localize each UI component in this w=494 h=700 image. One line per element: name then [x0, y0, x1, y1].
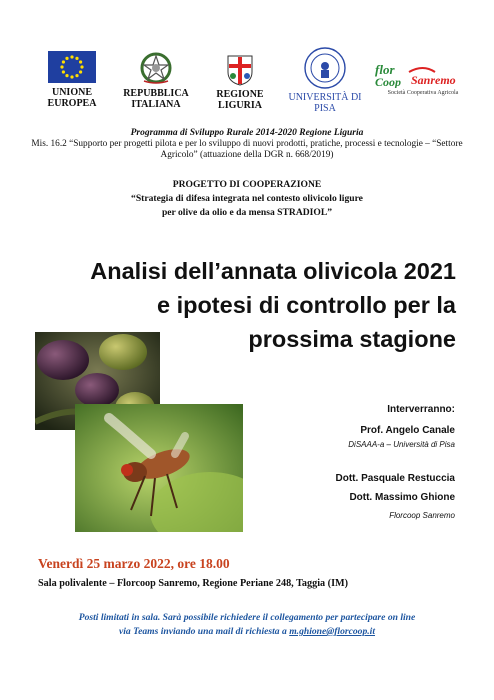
program-title: Programma di Sviluppo Rurale 2014-2020 Regione Liguria	[130, 128, 364, 138]
speaker-canale-affiliation: DiSAAA-a – Università di Pisa	[348, 440, 455, 449]
eu-caption: UNIONE EUROPEA	[47, 87, 97, 109]
liguria-shield-icon	[225, 54, 255, 86]
italia-logo	[118, 51, 194, 110]
note-line1: Posti limitati in sala. Sarà possibile richiedere il collegamento per partecipare on line	[78, 612, 416, 623]
florcoop-logo	[368, 62, 478, 97]
liguria-logo	[215, 54, 265, 111]
title-line1: Analisi dell’annata olivicola 2021	[90, 258, 456, 284]
eu-logo	[47, 51, 97, 109]
speaker-canale: Prof. Angelo Canale	[360, 425, 455, 436]
pisa-caption: UNIVERSITÀ DI PISA	[288, 92, 362, 114]
olive-fly-photo	[35, 332, 243, 532]
speaker-ghione: Dott. Massimo Ghione	[349, 492, 455, 503]
note-line2	[20, 625, 474, 639]
florcoop-caption: Società Cooperativa Agricola	[387, 90, 459, 96]
speaker-restuccia: Dott. Pasquale Restuccia	[335, 473, 455, 484]
italia-caption: REPUBBLICA ITALIANA	[123, 88, 189, 110]
svg-text:Sanremo: Sanremo	[411, 73, 456, 87]
svg-text:Coop: Coop	[375, 75, 402, 88]
event-date: Venerdì 25 marzo 2022, ore 18.00	[38, 556, 230, 571]
italian-emblem-icon	[138, 51, 174, 85]
registration-note	[20, 611, 474, 639]
program-block	[20, 128, 474, 161]
title-line2: e ipotesi di controllo per la	[156, 292, 456, 318]
liguria-caption: REGIONE LIGURIA	[216, 89, 264, 111]
florcoop-wordmark-icon	[373, 62, 473, 88]
program-measure: Mis. 16.2 “Supporto per progetti pilota e per lo sviluppo di nuovi prodotti, pratiche, processi e tecnologie – “Settore Agricolo” (attuazione della DGR n. 668/2019)	[31, 139, 463, 160]
eu-flag-icon	[48, 51, 96, 83]
email-link[interactable]: m.ghione@florcoop.it	[289, 626, 376, 637]
speaker-florcoop-affiliation: Florcoop Sanremo	[389, 511, 455, 520]
event-venue: Sala polivalente – Florcoop Sanremo, Regione Periane 248, Taggia (IM)	[38, 578, 349, 589]
svg-text:flor: flor	[375, 62, 395, 77]
university-seal-icon	[303, 46, 347, 90]
coop-heading: PROGETTO DI COOPERAZIONE	[172, 179, 322, 190]
speakers-block	[235, 404, 455, 520]
title-line3: prossima stagione	[248, 326, 456, 352]
note-line2-text: via Teams inviando una mail di richiesta a	[118, 626, 290, 637]
coop-strategy-line2: per olive da olio e da mensa STRADIOL”	[161, 207, 333, 218]
speakers-label: Interverranno:	[387, 404, 455, 415]
logos-row	[0, 46, 494, 112]
coop-block	[20, 178, 474, 220]
pisa-logo	[284, 46, 366, 114]
coop-strategy-line1: “Strategia di difesa integrata nel contesto olivicolo ligure	[131, 193, 363, 204]
